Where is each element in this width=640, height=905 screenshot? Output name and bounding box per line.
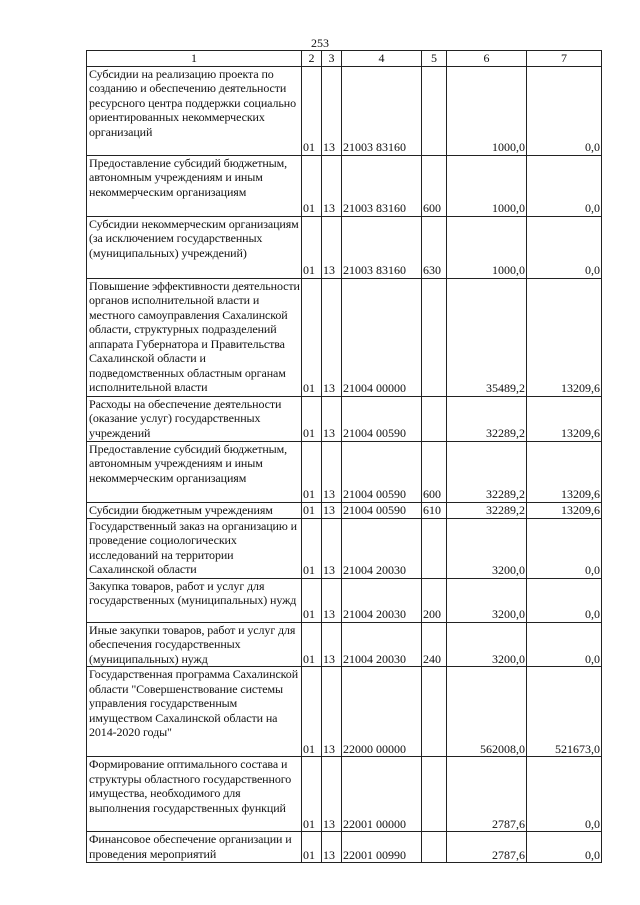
row-subsection: 13 [322, 396, 342, 441]
row-expense-type: 240 [422, 622, 447, 667]
row-amount-6: 32289,2 [447, 396, 527, 441]
row-expense-type: 600 [422, 441, 447, 502]
row-amount-7: 0,0 [527, 578, 602, 622]
column-header-2: 2 [302, 51, 322, 67]
column-header-1: 1 [87, 51, 302, 67]
row-amount-7: 13209,6 [527, 441, 602, 502]
row-amount-7: 0,0 [527, 832, 602, 863]
column-header-6: 6 [447, 51, 527, 67]
row-amount-7: 0,0 [527, 757, 602, 832]
budget-table [86, 50, 602, 863]
table-row [87, 518, 602, 578]
row-section: 01 [302, 216, 322, 278]
row-subsection: 13 [322, 216, 342, 278]
row-amount-6: 3200,0 [447, 578, 527, 622]
table-row [87, 66, 602, 155]
row-expense-type [422, 518, 447, 578]
row-subsection: 13 [322, 832, 342, 863]
row-section: 01 [302, 396, 322, 441]
column-header-5: 5 [422, 51, 447, 67]
row-target-article: 22001 00990 [342, 832, 422, 863]
row-expense-type [422, 66, 447, 155]
row-expense-type [422, 757, 447, 832]
column-header-4: 4 [342, 51, 422, 67]
header-row [87, 51, 602, 67]
row-section: 01 [302, 66, 322, 155]
row-amount-6: 2787,6 [447, 757, 527, 832]
row-subsection: 13 [322, 502, 342, 518]
row-name: Государственная программа Сахалинской области "Совершенствование системы управления государственным имуществом Сахалинской области на 2014-2020 годы" [87, 667, 302, 757]
row-subsection: 13 [322, 757, 342, 832]
row-target-article: 21004 20030 [342, 578, 422, 622]
row-name: Предоставление субсидий бюджетным, автономным учреждениям и иным некоммерческим организациям [87, 155, 302, 216]
table-row [87, 622, 602, 667]
table-row [87, 441, 602, 502]
row-amount-7: 0,0 [527, 622, 602, 667]
row-amount-7: 13209,6 [527, 396, 602, 441]
row-expense-type: 600 [422, 155, 447, 216]
row-expense-type [422, 278, 447, 396]
row-target-article: 21003 83160 [342, 216, 422, 278]
row-section: 01 [302, 278, 322, 396]
row-expense-type [422, 667, 447, 757]
row-name: Предоставление субсидий бюджетным, автономным учреждениям и иным некоммерческим организациям [87, 441, 302, 502]
table-row [87, 216, 602, 278]
row-section: 01 [302, 832, 322, 863]
row-subsection: 13 [322, 578, 342, 622]
row-amount-6: 32289,2 [447, 502, 527, 518]
row-target-article: 21004 20030 [342, 518, 422, 578]
row-section: 01 [302, 578, 322, 622]
row-expense-type: 630 [422, 216, 447, 278]
row-subsection: 13 [322, 518, 342, 578]
row-target-article: 22001 00000 [342, 757, 422, 832]
column-header-3: 3 [322, 51, 342, 67]
row-amount-7: 0,0 [527, 66, 602, 155]
row-name: Расходы на обеспечение деятельности (оказание услуг) государственных учреждений [87, 396, 302, 441]
row-subsection: 13 [322, 667, 342, 757]
row-section: 01 [302, 622, 322, 667]
row-name: Субсидии некоммерческим организациям (за исключением государственных (муниципальных) учреждений) [87, 216, 302, 278]
table-row [87, 832, 602, 863]
row-section: 01 [302, 502, 322, 518]
table-row [87, 396, 602, 441]
row-amount-6: 3200,0 [447, 518, 527, 578]
row-amount-7: 13209,6 [527, 502, 602, 518]
row-subsection: 13 [322, 441, 342, 502]
row-subsection: 13 [322, 66, 342, 155]
row-amount-6: 35489,2 [447, 278, 527, 396]
row-expense-type [422, 396, 447, 441]
table-row [87, 667, 602, 757]
row-subsection: 13 [322, 278, 342, 396]
row-name: Повышение эффективности деятельности органов исполнительной власти и местного самоуправления Сахалинской области, структурных подразделений аппарата Губернатора и Правительства Сахалинской области и подведомственных областным органам исполнительной власти [87, 278, 302, 396]
table-row [87, 278, 602, 396]
row-amount-7: 0,0 [527, 518, 602, 578]
row-section: 01 [302, 757, 322, 832]
table-row [87, 155, 602, 216]
row-amount-7: 0,0 [527, 155, 602, 216]
row-amount-7: 13209,6 [527, 278, 602, 396]
row-name: Финансовое обеспечение организации и проведения мероприятий [87, 832, 302, 863]
row-amount-6: 1000,0 [447, 216, 527, 278]
column-header-7: 7 [527, 51, 602, 67]
row-expense-type: 200 [422, 578, 447, 622]
row-amount-6: 3200,0 [447, 622, 527, 667]
row-expense-type [422, 832, 447, 863]
row-amount-6: 2787,6 [447, 832, 527, 863]
row-name: Закупка товаров, работ и услуг для государственных (муниципальных) нужд [87, 578, 302, 622]
row-name: Субсидии на реализацию проекта по созданию и обеспечению деятельности ресурсного центра поддержки социально ориентированных некоммерческих организаций [87, 66, 302, 155]
row-section: 01 [302, 667, 322, 757]
row-target-article: 22000 00000 [342, 667, 422, 757]
table-row [87, 578, 602, 622]
row-name: Формирование оптимального состава и структуры областного государственного имущества, необходимого для выполнения государственных функций [87, 757, 302, 832]
row-subsection: 13 [322, 622, 342, 667]
row-target-article: 21004 20030 [342, 622, 422, 667]
row-amount-6: 562008,0 [447, 667, 527, 757]
row-amount-6: 32289,2 [447, 441, 527, 502]
table-row [87, 757, 602, 832]
row-target-article: 21004 00590 [342, 441, 422, 502]
row-name: Иные закупки товаров, работ и услуг для обеспечения государственных (муниципальных) нужд [87, 622, 302, 667]
row-amount-6: 1000,0 [447, 155, 527, 216]
row-section: 01 [302, 155, 322, 216]
row-subsection: 13 [322, 155, 342, 216]
row-amount-6: 1000,0 [447, 66, 527, 155]
row-target-article: 21004 00590 [342, 396, 422, 441]
row-name: Субсидии бюджетным учреждениям [87, 502, 302, 518]
row-target-article: 21004 00590 [342, 502, 422, 518]
row-expense-type: 610 [422, 502, 447, 518]
row-amount-7: 521673,0 [527, 667, 602, 757]
row-target-article: 21003 83160 [342, 155, 422, 216]
table-row [87, 502, 602, 518]
row-amount-7: 0,0 [527, 216, 602, 278]
row-name: Государственный заказ на организацию и проведение социологических исследований на территории Сахалинской области [87, 518, 302, 578]
row-target-article: 21003 83160 [342, 66, 422, 155]
row-target-article: 21004 00000 [342, 278, 422, 396]
page-number: 253 [311, 36, 329, 50]
row-section: 01 [302, 441, 322, 502]
row-section: 01 [302, 518, 322, 578]
